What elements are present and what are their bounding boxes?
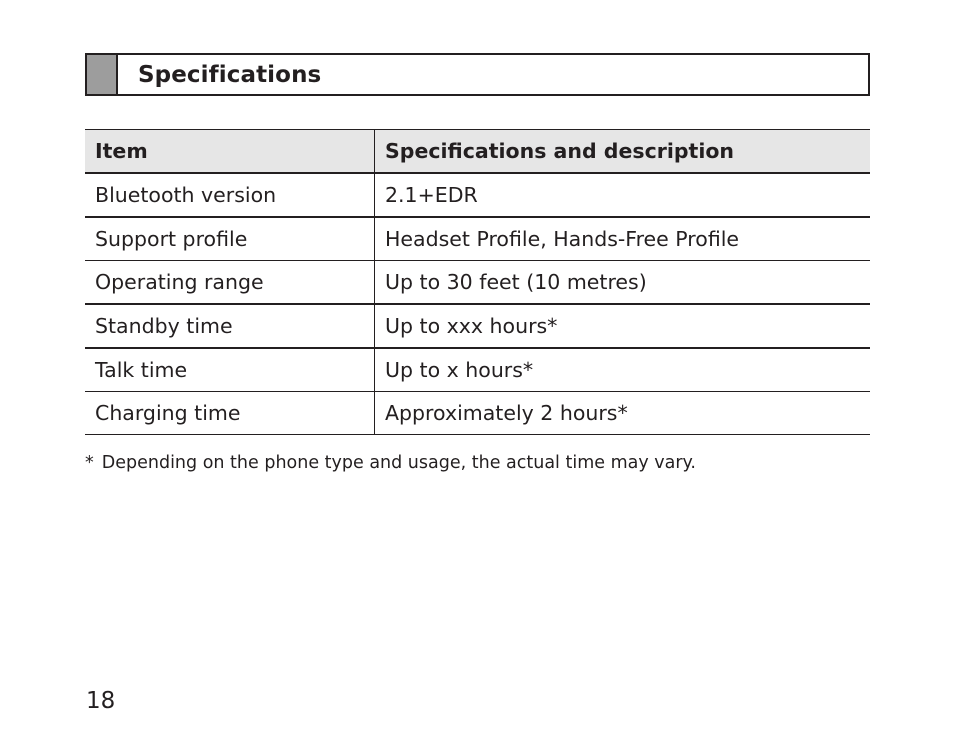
header-swatch — [87, 55, 118, 94]
row-value-cell: Up to x hours* — [375, 348, 871, 392]
column-header-description: Specifications and description — [375, 130, 871, 174]
row-item-cell: Charging time — [85, 392, 375, 435]
table-row — [85, 261, 870, 305]
column-header-item: Item — [85, 130, 375, 174]
table-row — [85, 304, 870, 348]
row-item-cell: Bluetooth version — [85, 173, 375, 217]
table-row — [85, 217, 870, 261]
table-header-row — [85, 130, 870, 174]
table-row — [85, 348, 870, 392]
footnote-text: Depending on the phone type and usage, the actual time may vary. — [101, 453, 696, 473]
table-row — [85, 173, 870, 217]
row-value-cell: Up to 30 feet (10 metres) — [375, 261, 871, 305]
row-value-cell: Headset Profile, Hands-Free Profile — [375, 217, 871, 261]
section-header — [85, 53, 870, 96]
row-item-cell: Support profile — [85, 217, 375, 261]
row-value-cell: Up to xxx hours* — [375, 304, 871, 348]
footnote — [85, 453, 696, 473]
row-item-cell: Talk time — [85, 348, 375, 392]
page-title: Specifications — [138, 61, 322, 88]
row-value-cell: Approximately 2 hours* — [375, 392, 871, 435]
row-item-cell: Operating range — [85, 261, 375, 305]
specifications-table — [85, 129, 870, 435]
row-item-cell: Standby time — [85, 304, 375, 348]
page-number: 18 — [86, 688, 116, 714]
row-value-cell: 2.1+EDR — [375, 173, 871, 217]
footnote-asterisk: * — [85, 453, 94, 473]
table-row — [85, 392, 870, 435]
